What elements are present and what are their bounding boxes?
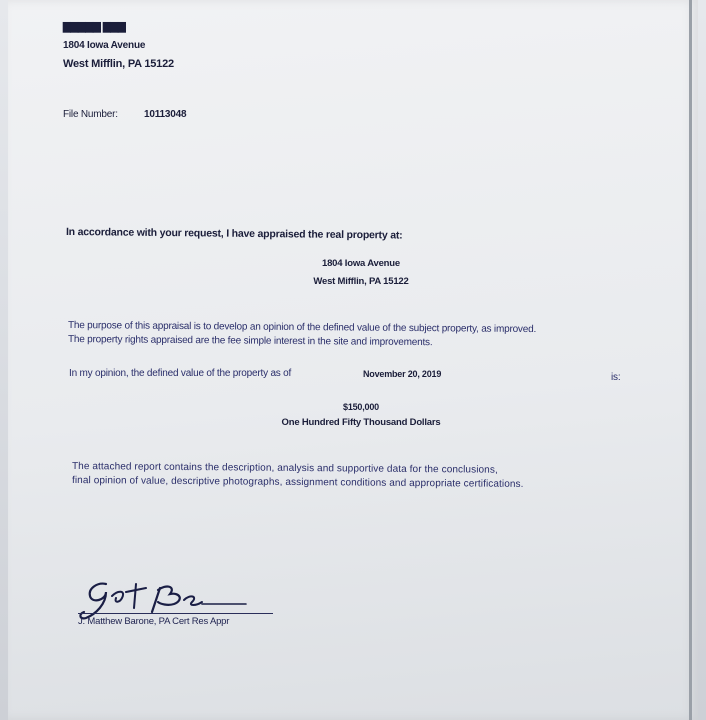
value-in-words: One Hundred Fifty Thousand Dollars xyxy=(281,417,441,428)
purpose-line-1: The purpose of this appraisal is to develop an opinion of the defined value of the subject property, as improved. xyxy=(67,320,537,336)
file-number-value: 10113048 xyxy=(144,109,187,120)
opinion-is: is: xyxy=(611,372,621,383)
recipient-name: ▇▇▇▇▇ ▇▇▇ xyxy=(63,22,126,33)
recipient-address-line: 1804 Iowa Avenue xyxy=(63,40,146,51)
page-edge xyxy=(689,0,692,720)
recipient-city-line: West Mifflin, PA 15122 xyxy=(63,58,174,70)
opinion-text: In my opinion, the defined value of the property as of xyxy=(69,368,292,379)
signer-name: J. Matthew Barone, PA Cert Res Appr xyxy=(78,616,230,627)
property-street: 1804 Iowa Avenue xyxy=(322,258,400,269)
report-line-2: final opinion of value, descriptive photographs, assignment conditions and appropriate certifications. xyxy=(71,475,524,490)
value-amount: $150,000 xyxy=(343,402,379,412)
property-city: West Mifflin, PA 15122 xyxy=(313,276,409,287)
appraisal-letter-page xyxy=(8,0,698,720)
file-number-label: File Number: xyxy=(63,109,118,120)
intro-sentence: In accordance with your request, I have appraised the real property at: xyxy=(65,226,403,242)
opinion-date: November 20, 2019 xyxy=(363,369,442,379)
purpose-line-2: The property rights appraised are the fee simple interest in the site and improvements. xyxy=(67,334,433,349)
signature-line xyxy=(78,613,273,614)
report-line-1: The attached report contains the description, analysis and supportive data for the conclusions, xyxy=(71,461,498,476)
